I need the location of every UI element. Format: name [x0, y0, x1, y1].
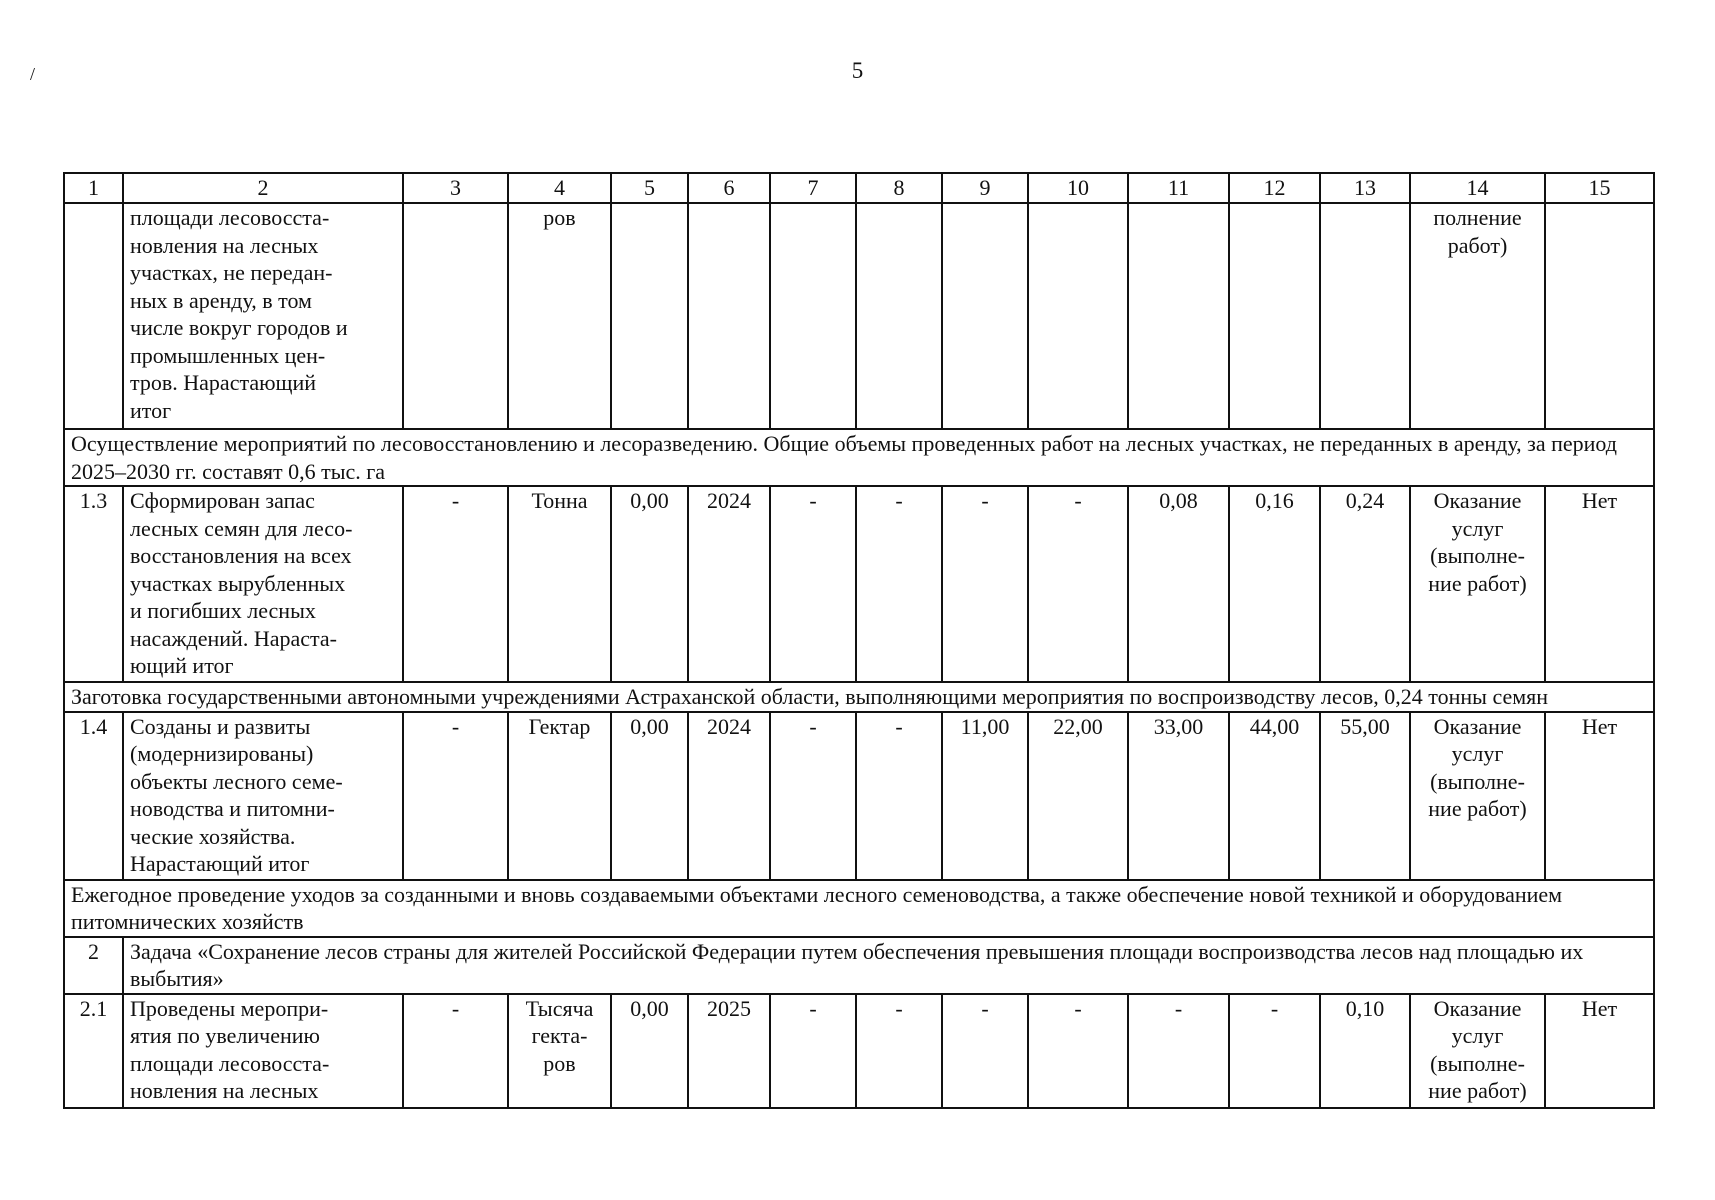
- cell: 2024: [688, 712, 770, 880]
- cell: -: [856, 712, 942, 880]
- cell: 33,00: [1128, 712, 1229, 880]
- row-number-cell: 2.1: [64, 994, 123, 1108]
- plan-table: [63, 172, 1655, 1109]
- table-row: [64, 486, 1654, 682]
- header-cell: 14: [1410, 173, 1545, 203]
- cell: 0,10: [1320, 994, 1410, 1108]
- table-row: [64, 994, 1654, 1108]
- table-row: [64, 712, 1654, 880]
- header-cell: 1: [64, 173, 123, 203]
- header-cell: 11: [1128, 173, 1229, 203]
- stray-mark: /: [30, 64, 36, 84]
- cell: -: [770, 994, 856, 1108]
- cell: 22,00: [1028, 712, 1128, 880]
- page-number: 5: [851, 58, 864, 83]
- cell: -: [770, 486, 856, 682]
- service-type-cell: Оказание услуг (выполне- ние работ): [1410, 486, 1545, 682]
- task-text: Задача «Сохранение лесов страны для жителей Российской Федерации путем обеспечения превышения площади воспроизводства лесов над площадью их выбытия»: [123, 937, 1654, 994]
- cell: -: [403, 486, 508, 682]
- cell: -: [1229, 994, 1320, 1108]
- header-cell: 12: [1229, 173, 1320, 203]
- header-cell: 15: [1545, 173, 1654, 203]
- unit-cell: Тонна: [508, 486, 611, 682]
- cell: [942, 203, 1028, 429]
- cell: [403, 203, 508, 429]
- cell: 0,24: [1320, 486, 1410, 682]
- cell: [1320, 203, 1410, 429]
- cell: 0,00: [611, 712, 688, 880]
- cell: -: [942, 994, 1028, 1108]
- service-type-cell: Оказание услуг (выполне- ние работ): [1410, 994, 1545, 1108]
- row-description: Созданы и развиты (модернизированы) объекты лесного семе- новодства и питомни- ческие хозяйства. Нарастающий итог: [123, 712, 403, 880]
- row-description: площади лесовосста- новления на лесных участках, не передан- ных в аренду, в том числе вокруг городов и промышленных цен- тров. Нарастающий итог: [123, 203, 403, 429]
- cell: [1545, 203, 1654, 429]
- cell: 2025: [688, 994, 770, 1108]
- header-cell: 2: [123, 173, 403, 203]
- task-row: [64, 937, 1654, 994]
- cell: 0,00: [611, 486, 688, 682]
- cell: 0,08: [1128, 486, 1229, 682]
- cell: [688, 203, 770, 429]
- cell: Нет: [1545, 994, 1654, 1108]
- note-row: [64, 682, 1654, 712]
- cell: -: [942, 486, 1028, 682]
- note-row: [64, 429, 1654, 486]
- unit-cell: ров: [508, 203, 611, 429]
- note-text: Ежегодное проведение уходов за созданными и вновь создаваемыми объектами лесного семеноводства, а также обеспечение новой техникой и оборудованием питомнических хозяйств: [64, 880, 1654, 937]
- row-number-cell: 2: [64, 937, 123, 994]
- cell: 11,00: [942, 712, 1028, 880]
- cell: -: [403, 712, 508, 880]
- cell: -: [856, 994, 942, 1108]
- cell: [770, 203, 856, 429]
- header-cell: 5: [611, 173, 688, 203]
- row-number-cell: 1.3: [64, 486, 123, 682]
- cell: [1028, 203, 1128, 429]
- header-cell: 3: [403, 173, 508, 203]
- cell: [611, 203, 688, 429]
- header-cell: 8: [856, 173, 942, 203]
- cell: -: [403, 994, 508, 1108]
- cell: [1229, 203, 1320, 429]
- row-description: Проведены меропри- ятия по увеличению площади лесовосста- новления на лесных: [123, 994, 403, 1108]
- service-type-cell: Оказание услуг (выполне- ние работ): [1410, 712, 1545, 880]
- header-cell: 13: [1320, 173, 1410, 203]
- header-cell: 10: [1028, 173, 1128, 203]
- unit-cell: Гектар: [508, 712, 611, 880]
- cell: 0,00: [611, 994, 688, 1108]
- note-row: [64, 880, 1654, 937]
- cell: 0,16: [1229, 486, 1320, 682]
- header-cell: 9: [942, 173, 1028, 203]
- cell: -: [1128, 994, 1229, 1108]
- cell: [1128, 203, 1229, 429]
- row-number-cell: [64, 203, 123, 429]
- unit-cell: Тысяча гекта- ров: [508, 994, 611, 1108]
- cell: -: [770, 712, 856, 880]
- cell: -: [1028, 486, 1128, 682]
- row-description: Сформирован запас лесных семян для лесо- восстановления на всех участках вырубленных и погибших лесных насаждений. Нараста- ющий итог: [123, 486, 403, 682]
- cell: 2024: [688, 486, 770, 682]
- cell: -: [1028, 994, 1128, 1108]
- note-text: Осуществление мероприятий по лесовосстановлению и лесоразведению. Общие объемы проведенных работ на лесных участках, не переданных в аренду, за период 2025–2030 гг. составят 0,6 тыс. га: [64, 429, 1654, 486]
- header-cell: 7: [770, 173, 856, 203]
- cell: [856, 203, 942, 429]
- header-cell: 6: [688, 173, 770, 203]
- row-number-cell: 1.4: [64, 712, 123, 880]
- header-row: [64, 173, 1654, 203]
- cell: Нет: [1545, 486, 1654, 682]
- note-text: Заготовка государственными автономными учреждениями Астраханской области, выполняющими мероприятия по воспроизводству лесов, 0,24 тонны семян: [64, 682, 1654, 712]
- cell: -: [856, 486, 942, 682]
- cell: 55,00: [1320, 712, 1410, 880]
- table-row-continued: [64, 203, 1654, 429]
- header-cell: 4: [508, 173, 611, 203]
- cell: 44,00: [1229, 712, 1320, 880]
- service-type-cell: полнение работ): [1410, 203, 1545, 429]
- cell: Нет: [1545, 712, 1654, 880]
